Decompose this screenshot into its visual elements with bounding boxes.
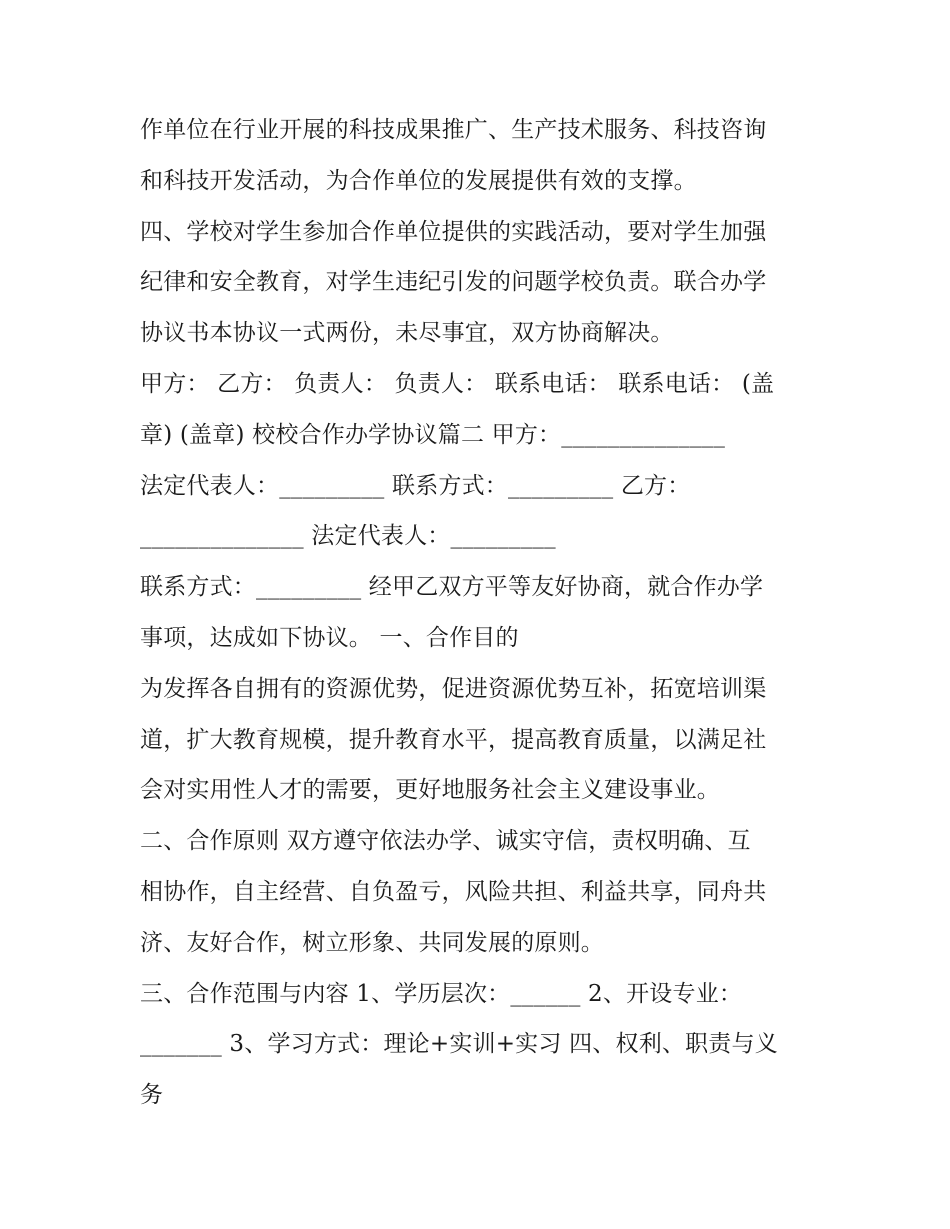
text-line: ______________ 法定代表人：_________ xyxy=(140,523,556,550)
text-line: 事项，达成如下协议。 一、合作目的 xyxy=(140,624,519,651)
text-line: 务 xyxy=(140,1082,164,1109)
text-line: 济、友好合作，树立形象、共同发展的原则。 xyxy=(140,929,604,956)
text-line: 三、合作范围与内容 1、学历层次：______ 2、开设专业： xyxy=(140,980,743,1007)
document-body xyxy=(140,105,820,1121)
text-line: 协议书本协议一式两份，未尽事宜，双方协商解决。 xyxy=(140,320,674,347)
text-line: 纪律和安全教育，对学生违纪引发的问题学校负责。联合办学 xyxy=(140,269,767,296)
text-line: 会对实用性人才的需要，更好地服务社会主义建设事业。 xyxy=(140,777,720,804)
text-line: 四、学校对学生参加合作单位提供的实践活动，要对学生加强 xyxy=(140,218,767,245)
text-line: 二、合作原则 双方遵守依法办学、诚实守信，责权明确、互 xyxy=(140,828,751,855)
text-line: 为发挥各自拥有的资源优势，促进资源优势互补，拓宽培训渠 xyxy=(140,675,767,702)
text-line: 相协作，自主经营、自负盈亏，风险共担、利益共享，同舟共 xyxy=(140,878,767,905)
text-line: 作单位在行业开展的科技成果推广、生产技术服务、科技咨询 xyxy=(140,117,767,143)
text-line: 甲方： 乙方： 负责人： 负责人： 联系电话： 联系电话： (盖 xyxy=(140,370,775,397)
text-line: 和科技开发活动，为合作单位的发展提供有效的支撑。 xyxy=(140,167,697,194)
text-line: 法定代表人：_________ 联系方式：_________ 乙方： xyxy=(140,472,691,499)
text-line: 联系方式：_________ 经甲乙双方平等友好协商，就合作办学 xyxy=(140,574,764,601)
text-line: 章) (盖章) 校校合作办学协议篇二 甲方：______________ xyxy=(140,421,726,448)
text-line: _______ 3、学习方式：理论+实训+实习 四、权利、职责与义 xyxy=(140,1031,778,1058)
text-line: 道，扩大教育规模，提升教育水平，提高教育质量，以满足社 xyxy=(140,726,767,753)
